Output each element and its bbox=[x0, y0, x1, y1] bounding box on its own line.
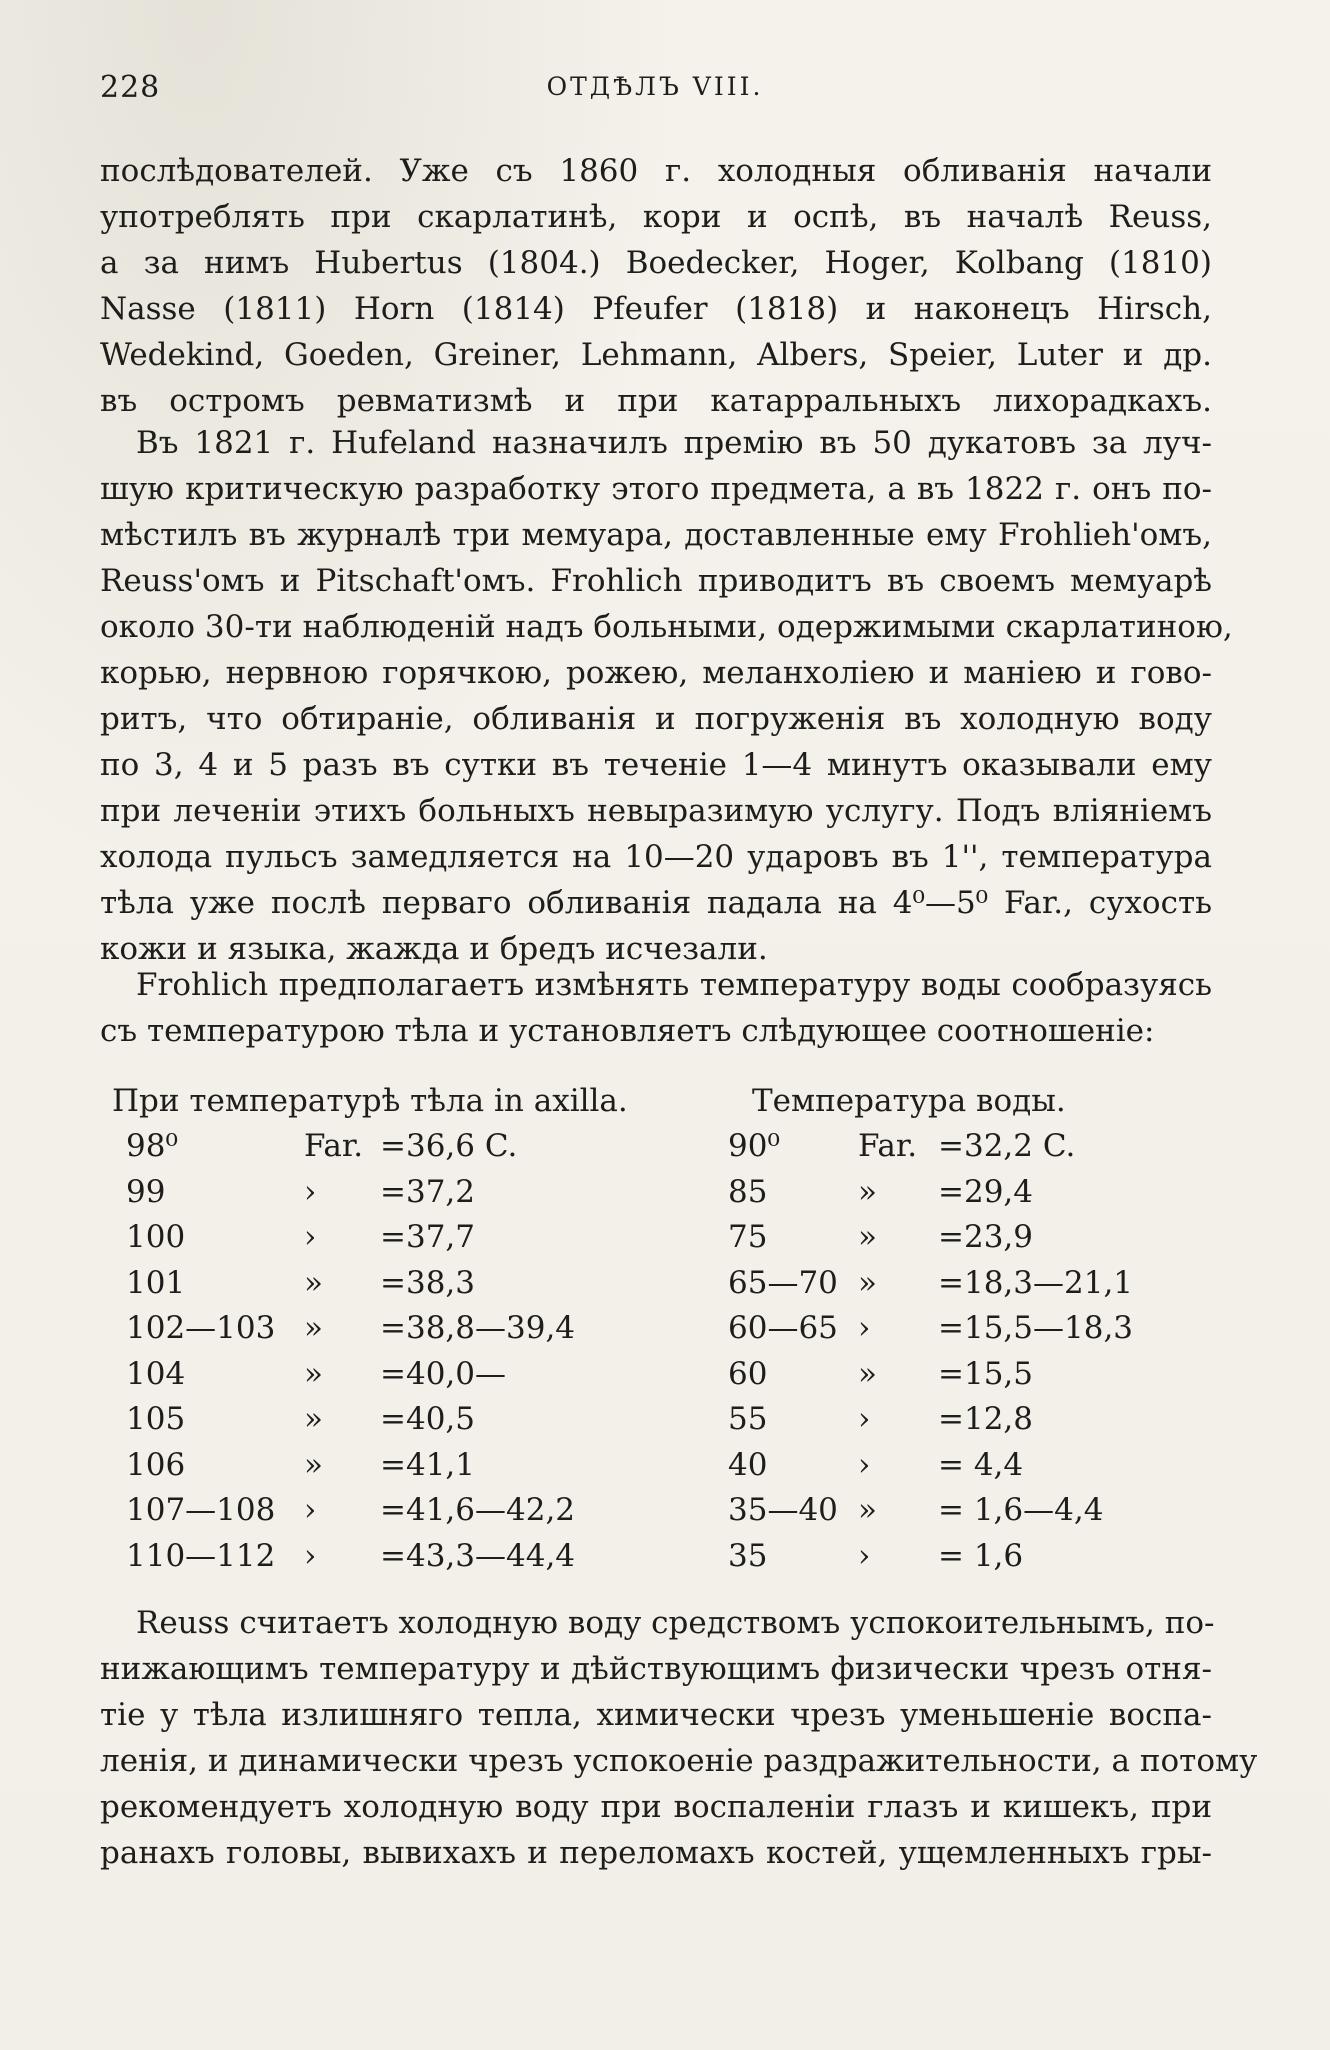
body-ditto-mark: › bbox=[304, 1537, 317, 1574]
body-temp-fahrenheit: 102—103 bbox=[126, 1310, 276, 1346]
text-line: мѣстилъ въ журналѣ три мемуара, доставленные ему Frohlieh'омъ, bbox=[100, 517, 1212, 553]
paragraph-2 bbox=[100, 420, 1233, 972]
text-line: ленія, и динамически чрезъ успокоеніе раздражительности, а потому bbox=[100, 1743, 1258, 1779]
page-number: 228 bbox=[100, 70, 161, 105]
section-title: ОТДѢЛЪ VIII. bbox=[546, 72, 764, 101]
water-temp-fahrenheit: 35—40 bbox=[728, 1492, 838, 1528]
water-temp-fahrenheit: 40 bbox=[728, 1446, 768, 1483]
water-temp-fahrenheit: 60—65 bbox=[728, 1310, 838, 1346]
paragraph-1 bbox=[100, 148, 1212, 424]
text-line: около 30-ти наблюденій надъ больными, одержимыми скарлатиною, bbox=[100, 609, 1233, 645]
table-header-body-temperature: При температурѣ тѣла in axilla. bbox=[112, 1083, 628, 1119]
body-temp-celsius: =36,6 C. bbox=[380, 1128, 518, 1164]
body-temp-celsius: =38,3 bbox=[380, 1264, 475, 1301]
table-row bbox=[0, 1215, 1330, 1261]
body-temp-celsius: =40,0— bbox=[380, 1355, 506, 1392]
water-temp-celsius: =29,4 bbox=[938, 1173, 1033, 1210]
body-ditto-mark: » bbox=[304, 1264, 323, 1301]
water-temp-fahrenheit: 90⁰ bbox=[728, 1128, 780, 1164]
text-line: съ температурою тѣла и установляетъ слѣдующее соотношеніе: bbox=[100, 1013, 1155, 1049]
text-line: холода пульсъ замедляется на 10—20 ударовъ въ 1'', температура bbox=[100, 839, 1212, 875]
text-line: корью, нервною горячкою, рожею, меланхоліею и маніею и гово- bbox=[100, 655, 1212, 691]
text-line: шую критическую разработку этого предмета, а въ 1822 г. онъ по- bbox=[100, 471, 1212, 507]
body-ditto-mark: » bbox=[304, 1401, 323, 1437]
table-row bbox=[0, 1397, 1330, 1443]
water-ditto-mark: › bbox=[858, 1537, 871, 1574]
text-line: нижающимъ температуру и дѣйствующимъ физически чрезъ отня- bbox=[100, 1651, 1212, 1687]
body-temp-fahrenheit: 107—108 bbox=[126, 1492, 276, 1528]
table-row bbox=[0, 1488, 1330, 1534]
body-ditto-mark: Far. bbox=[304, 1128, 364, 1164]
body-temp-fahrenheit: 99 bbox=[126, 1173, 166, 1210]
temperature-table bbox=[0, 1124, 1330, 1579]
body-temp-celsius: =37,2 bbox=[380, 1173, 475, 1210]
water-temp-fahrenheit: 85 bbox=[728, 1173, 768, 1210]
body-temp-fahrenheit: 98⁰ bbox=[126, 1128, 178, 1164]
water-ditto-mark: » bbox=[858, 1355, 877, 1392]
text-line: употреблять при скарлатинѣ, кори и оспѣ, въ началѣ Reuss, bbox=[100, 199, 1212, 235]
table-header-water-temperature: Температура воды. bbox=[752, 1083, 1066, 1119]
table-row bbox=[0, 1352, 1330, 1398]
water-ditto-mark: › bbox=[858, 1446, 871, 1483]
body-ditto-mark: » bbox=[304, 1355, 323, 1392]
body-ditto-mark: › bbox=[304, 1173, 317, 1210]
water-temp-celsius: =15,5 bbox=[938, 1355, 1033, 1392]
water-temp-celsius: =15,5—18,3 bbox=[938, 1310, 1134, 1346]
water-ditto-mark: » bbox=[858, 1492, 877, 1528]
water-temp-celsius: =23,9 bbox=[938, 1219, 1033, 1255]
body-temp-celsius: =41,6—42,2 bbox=[380, 1492, 576, 1528]
water-temp-fahrenheit: 60 bbox=[728, 1355, 768, 1392]
body-temp-fahrenheit: 106 bbox=[126, 1446, 186, 1483]
body-temp-fahrenheit: 101 bbox=[126, 1264, 186, 1301]
body-temp-celsius: =43,3—44,4 bbox=[380, 1537, 576, 1574]
table-row bbox=[0, 1170, 1330, 1216]
water-ditto-mark: › bbox=[858, 1401, 871, 1437]
paragraph-3 bbox=[100, 962, 1212, 1054]
body-temp-celsius: =37,7 bbox=[380, 1219, 475, 1255]
body-temp-celsius: =41,1 bbox=[380, 1446, 475, 1483]
table-row bbox=[0, 1261, 1330, 1307]
water-temp-fahrenheit: 75 bbox=[728, 1219, 768, 1255]
body-ditto-mark: » bbox=[304, 1310, 323, 1346]
body-temp-celsius: =38,8—39,4 bbox=[380, 1310, 576, 1346]
body-ditto-mark: › bbox=[304, 1492, 317, 1528]
text-line: Въ 1821 г. Hufeland назначилъ премію въ 50 дукатовъ за луч- bbox=[136, 425, 1212, 461]
text-line: послѣдователей. Уже съ 1860 г. холодныя обливанія начали bbox=[100, 153, 1212, 189]
body-temp-fahrenheit: 104 bbox=[126, 1355, 186, 1392]
text-line: рекомендуетъ холодную воду при воспаленіи глазъ и кишекъ, при bbox=[100, 1789, 1212, 1825]
water-ditto-mark: » bbox=[858, 1264, 877, 1301]
text-line: а за нимъ Hubertus (1804.) Boedecker, Hoger, Kolbang (1810) bbox=[100, 245, 1212, 281]
table-row bbox=[0, 1443, 1330, 1489]
table-row bbox=[0, 1124, 1330, 1170]
text-line: ритъ, что обтираніе, обливанія и погруженія въ холодную воду bbox=[100, 701, 1212, 737]
water-temp-fahrenheit: 35 bbox=[728, 1537, 768, 1574]
body-ditto-mark: » bbox=[304, 1446, 323, 1483]
text-line: Wedekind, Goeden, Greiner, Lehmann, Albers, Speier, Luter и др. bbox=[100, 337, 1212, 373]
water-temp-celsius: =18,3—21,1 bbox=[938, 1264, 1134, 1301]
text-line: Reuss считаетъ холодную воду средствомъ успокоительнымъ, по- bbox=[136, 1605, 1215, 1641]
body-temp-fahrenheit: 105 bbox=[126, 1401, 186, 1437]
body-temp-fahrenheit: 100 bbox=[126, 1219, 186, 1255]
water-temp-celsius: = 1,6 bbox=[938, 1537, 1024, 1574]
text-line: Frohlich предполагаетъ измѣнять температуру воды сообразуясь bbox=[136, 967, 1212, 1003]
text-line: тіе у тѣла излишняго тепла, химически чрезъ уменьшеніе воспа- bbox=[100, 1697, 1212, 1733]
text-line: въ остромъ ревматизмѣ и при катарральныхъ лихорадкахъ. bbox=[100, 383, 1212, 419]
body-temp-celsius: =40,5 bbox=[380, 1401, 475, 1437]
text-line: при леченіи этихъ больныхъ невыразимую услугу. Подъ вліяніемъ bbox=[100, 793, 1212, 829]
water-temp-celsius: =32,2 C. bbox=[938, 1128, 1076, 1164]
water-temp-fahrenheit: 65—70 bbox=[728, 1264, 838, 1301]
text-line: кожи и языка, жажда и бредъ исчезали. bbox=[100, 931, 768, 967]
water-ditto-mark: › bbox=[858, 1310, 871, 1346]
water-temp-celsius: = 4,4 bbox=[938, 1446, 1024, 1483]
table-row bbox=[0, 1534, 1330, 1580]
body-ditto-mark: › bbox=[304, 1219, 317, 1255]
body-temp-fahrenheit: 110—112 bbox=[126, 1537, 276, 1574]
text-line: ранахъ головы, вывихахъ и переломахъ костей, ущемленныхъ гры- bbox=[100, 1835, 1212, 1871]
text-line: тѣла уже послѣ перваго обливанія падала на 4⁰—5⁰ Far., сухость bbox=[100, 885, 1212, 921]
water-ditto-mark: » bbox=[858, 1219, 877, 1255]
text-line: по 3, 4 и 5 разъ въ сутки въ теченіе 1—4 минутъ оказывали ему bbox=[100, 747, 1212, 783]
water-temp-fahrenheit: 55 bbox=[728, 1401, 768, 1437]
water-ditto-mark: Far. bbox=[858, 1128, 918, 1164]
text-line: Nasse (1811) Horn (1814) Pfeufer (1818) и наконецъ Hirsch, bbox=[100, 291, 1212, 327]
water-temp-celsius: =12,8 bbox=[938, 1401, 1033, 1437]
text-line: Reuss'омъ и Pitschaft'омъ. Frohlich приводитъ въ своемъ мемуарѣ bbox=[100, 563, 1212, 599]
paragraph-4 bbox=[100, 1600, 1258, 1876]
water-ditto-mark: » bbox=[858, 1173, 877, 1210]
table-row bbox=[0, 1306, 1330, 1352]
page-header bbox=[100, 70, 1210, 114]
water-temp-celsius: = 1,6—4,4 bbox=[938, 1492, 1104, 1528]
